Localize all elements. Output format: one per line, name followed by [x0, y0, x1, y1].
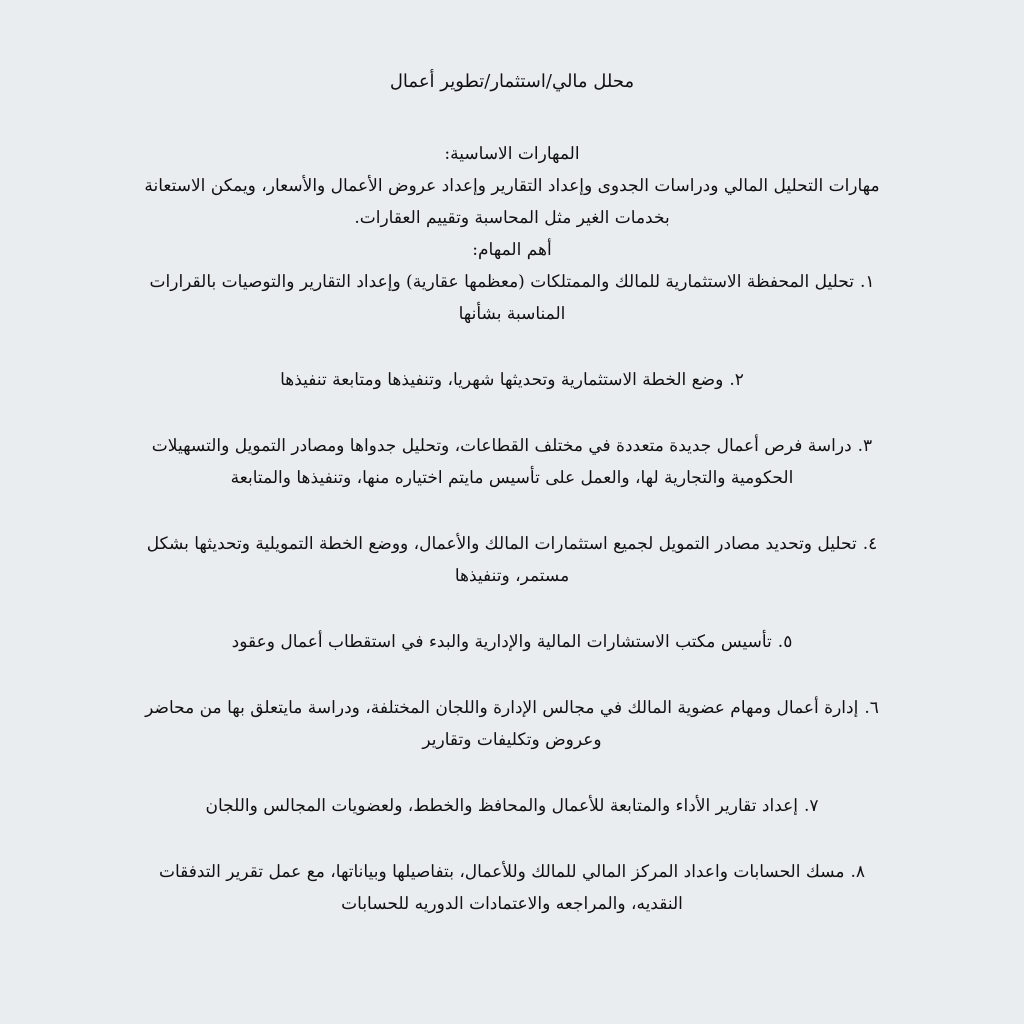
task-number: ١. [859, 272, 875, 292]
task-text: دراسة فرص أعمال جديدة متعددة في مختلف القطاعات، وتحليل جدواها ومصادر التمويل والتسهيلات الحكومية والتجارية لها، والعمل على تأسيس مايتم اختياره منها، وتنفيذها والمتابعة [151, 436, 852, 488]
task-text: إعداد تقارير الأداء والمتابعة للأعمال والمحافظ والخطط، ولعضويات المجالس واللجان [205, 796, 798, 816]
task-item-2 [140, 364, 884, 396]
tasks-heading: أهم المهام: [472, 240, 552, 260]
task-item-1 [140, 266, 884, 330]
task-number: ٧. [804, 796, 819, 816]
task-number: ٤. [862, 534, 878, 554]
task-text: تحليل المحفظة الاستثمارية للمالك والممتلكات (معظمها عقارية) وإعداد التقارير والتوصيات بالقرارات المناسبة بشأنها [149, 272, 854, 324]
task-item-8 [140, 856, 884, 920]
task-text: تحليل وتحديد مصادر التمويل لجميع استثمارات المالك والأعمال، ووضع الخطة التمويلية وتحديثها بشكل مستمر، وتنفيذها [146, 534, 857, 586]
task-item-3 [140, 430, 884, 494]
task-text: مسك الحسابات واعداد المركز المالي للمالك وللأعمال، بتفاصيلها وبياناتها، مع عمل تقرير التدفقات النقديه، والمراجعه والاعتمادات الدوريه للحسابات [158, 862, 845, 914]
skills-heading: المهارات الاساسية: [444, 144, 580, 164]
task-item-7 [140, 790, 884, 822]
task-number: ٨. [850, 862, 866, 882]
task-item-4 [140, 528, 884, 592]
skills-text: مهارات التحليل المالي ودراسات الجدوى وإعداد التقارير وإعداد عروض الأعمال والأسعار، ويمكن الاستعانة بخدمات الغير مثل المحاسبة وتقييم العقارات. [144, 176, 880, 228]
document-title: محلل مالي/استثمار/تطوير أعمال [389, 71, 635, 92]
task-number: ٣. [857, 436, 873, 456]
task-text: وضع الخطة الاستثمارية وتحديثها شهريا، وتنفيذها ومتابعة تنفيذها [280, 370, 724, 390]
task-number: ٦. [864, 698, 879, 718]
task-number: ٥. [777, 632, 793, 652]
task-text: إدارة أعمال ومهام عضوية المالك في مجالس الإدارة واللجان المختلفة، ودراسة مايتعلق بها من محاضر وعروض وتكليفات وتقارير [145, 698, 859, 750]
tasks-list [140, 266, 884, 920]
task-number: ٢. [729, 370, 744, 390]
task-text: تأسيس مكتب الاستشارات المالية والإدارية والبدء في استقطاب أعمال وعقود [231, 632, 772, 652]
task-item-5 [140, 626, 884, 658]
task-item-6 [140, 692, 884, 756]
